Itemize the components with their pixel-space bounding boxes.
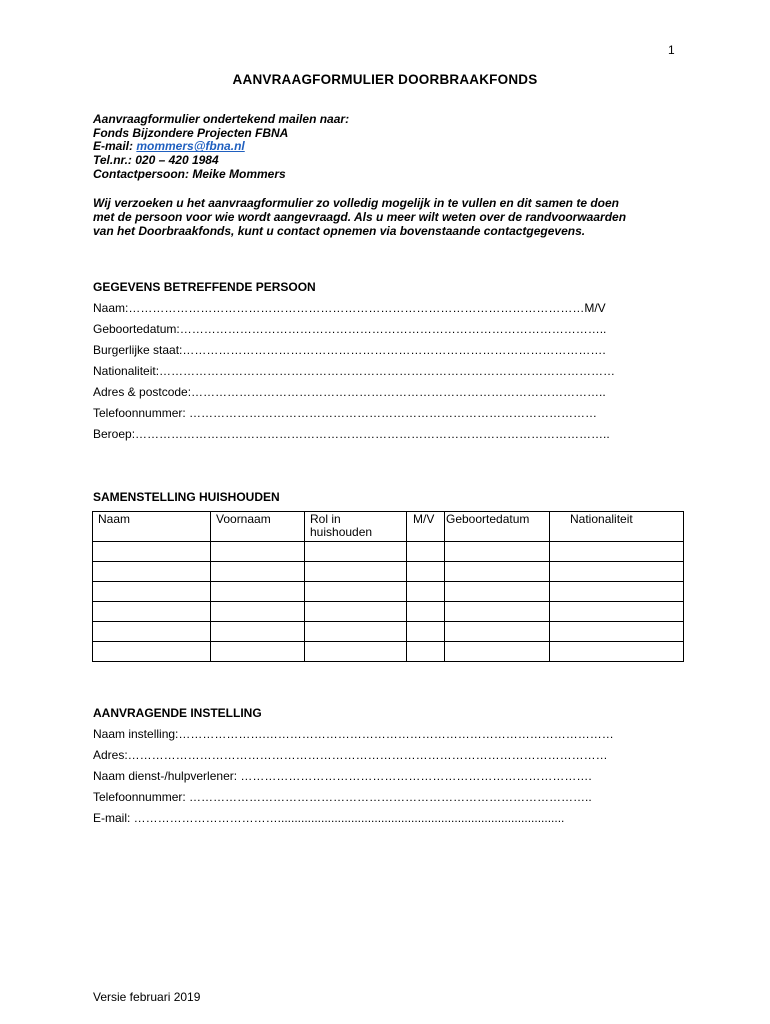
paragraph-line: Wij verzoeken u het aanvraagformulier zo volledig mogelijk in te vullen en dit samen te doen — [93, 196, 620, 210]
column-header-naam: Naam — [93, 512, 211, 542]
table-cell[interactable] — [407, 562, 445, 582]
paragraph-line: van het Doorbraakfonds, kunt u contact opnemen via bovenstaande contactgegevens. — [93, 223, 586, 238]
field-naam[interactable]: Naam:……………………………………………………………………………………………………M/V — [93, 301, 606, 315]
field-naam-instelling[interactable]: Naam instelling:………………….…………………………………………………………………………… — [93, 727, 614, 741]
table-row — [93, 642, 684, 662]
field-telefoonnummer[interactable]: Telefoonnummer: ………………………………………………………………………………………… — [93, 406, 598, 420]
field-adres-postcode[interactable]: Adres & postcode:………………………………………………………………………………………….. — [93, 385, 606, 399]
institution-section-title: AANVRAGENDE INSTELLING — [93, 706, 262, 720]
field-email[interactable]: E-mail: ………………………………...................................................................................... — [93, 811, 565, 825]
column-header-rol: Rol in huishouden — [305, 512, 407, 542]
table-cell[interactable] — [211, 542, 305, 562]
table-cell[interactable] — [93, 602, 211, 622]
table-header-row — [93, 512, 684, 542]
paragraph-line: met de persoon voor wie wordt aangevraagd. Als u meer wilt weten over de randvoorwaarden — [93, 209, 627, 224]
table-cell[interactable] — [211, 562, 305, 582]
field-nationaliteit[interactable]: Nationaliteit:…………………………………………………………………………………………………… — [93, 364, 616, 378]
column-header-voornaam: Voornaam — [211, 512, 305, 542]
field-burgerlijke-staat[interactable]: Burgerlijke staat:……………………………………………………………………………………………. — [93, 343, 606, 357]
table-cell[interactable] — [445, 622, 550, 642]
table-cell[interactable] — [407, 622, 445, 642]
table-cell[interactable] — [445, 642, 550, 662]
table-cell[interactable] — [305, 542, 407, 562]
table-cell[interactable] — [407, 582, 445, 602]
table-cell[interactable] — [93, 542, 211, 562]
column-header-nationaliteit: Nationaliteit — [550, 512, 684, 542]
table-cell[interactable] — [550, 582, 684, 602]
table-cell[interactable] — [93, 582, 211, 602]
household-section-title: SAMENSTELLING HUISHOUDEN — [93, 490, 280, 504]
column-header-mv: M/V — [407, 512, 445, 542]
table-cell[interactable] — [305, 642, 407, 662]
mailing-instructions — [93, 113, 349, 182]
intro-line-email — [93, 140, 349, 154]
table-cell[interactable] — [305, 602, 407, 622]
table-row — [93, 582, 684, 602]
table-cell[interactable] — [305, 582, 407, 602]
table-row — [93, 562, 684, 582]
version-footer: Versie februari 2019 — [93, 990, 201, 1004]
document-title: AANVRAAGFORMULIER DOORBRAAKFONDS — [232, 72, 538, 87]
field-beroep[interactable]: Beroep:……………………………………………………………………………………………………….. — [93, 427, 610, 441]
table-cell[interactable] — [445, 542, 550, 562]
table-cell[interactable] — [445, 602, 550, 622]
table-cell[interactable] — [305, 562, 407, 582]
page-number: 1 — [668, 43, 675, 57]
table-row — [93, 602, 684, 622]
table-cell[interactable] — [211, 642, 305, 662]
table-cell[interactable] — [211, 602, 305, 622]
table-row — [93, 622, 684, 642]
table-cell[interactable] — [407, 542, 445, 562]
table-cell[interactable] — [445, 562, 550, 582]
table-cell[interactable] — [550, 602, 684, 622]
email-label: E-mail: — [93, 139, 137, 154]
instructions-paragraph — [93, 197, 683, 238]
email-link[interactable]: mommers@fbna.nl — [136, 139, 245, 154]
table-cell[interactable] — [211, 622, 305, 642]
field-naam-hulpverlener[interactable]: Naam dienst-/hulpverlener: ……………………………………………………………………………. — [93, 769, 592, 783]
table-cell[interactable] — [550, 622, 684, 642]
table-cell[interactable] — [211, 582, 305, 602]
table-cell[interactable] — [445, 582, 550, 602]
field-adres[interactable]: Adres:………………………………………………………………………………………………………… — [93, 748, 608, 762]
household-table — [92, 511, 684, 662]
table-row — [93, 542, 684, 562]
table-cell[interactable] — [550, 542, 684, 562]
table-cell[interactable] — [407, 602, 445, 622]
table-cell[interactable] — [550, 562, 684, 582]
intro-line-contact: Contactpersoon: Meike Mommers — [93, 166, 286, 181]
table-cell[interactable] — [550, 642, 684, 662]
person-section-title: GEGEVENS BETREFFENDE PERSOON — [93, 280, 316, 294]
intro-line-phone: Tel.nr.: 020 – 420 1984 — [93, 153, 219, 168]
intro-line-fund: Fonds Bijzondere Projecten FBNA — [93, 125, 289, 140]
field-telefoonnummer-instelling[interactable]: Telefoonnummer: ……………………………………………………………………………………….. — [93, 790, 592, 804]
table-cell[interactable] — [93, 562, 211, 582]
table-cell[interactable] — [93, 622, 211, 642]
table-cell[interactable] — [93, 642, 211, 662]
table-cell[interactable] — [407, 642, 445, 662]
table-cell[interactable] — [305, 622, 407, 642]
intro-line-mail-to: Aanvraagformulier ondertekend mailen naar: — [93, 112, 350, 126]
field-geboortedatum[interactable]: Geboortedatum:…………………………………………………………………………………………….. — [93, 322, 607, 336]
column-header-geboortedatum: Geboortedatum — [445, 512, 550, 542]
